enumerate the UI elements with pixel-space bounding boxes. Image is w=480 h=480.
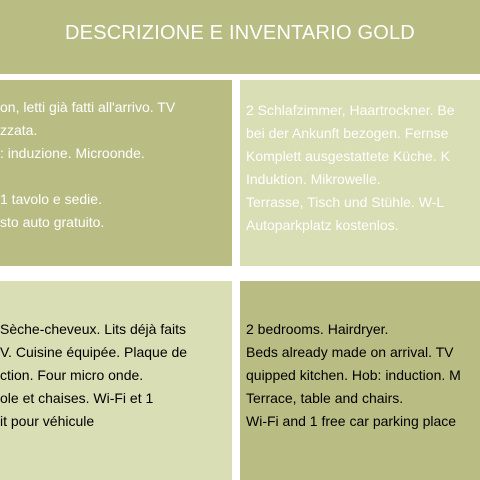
french-description-panel (0, 281, 232, 480)
french-line: Sèche-cheveux. Lits déjà faits (0, 321, 186, 337)
german-line: Autoparkplatz kostenlos. (246, 217, 399, 233)
italian-line: 1 tavolo e sedie. (0, 191, 102, 207)
german-line: Komplett ausgestattete Küche. K (246, 148, 450, 164)
italian-description-lines (0, 96, 175, 234)
german-line: Terrasse, Tisch und Stühle. W-L (246, 194, 445, 210)
german-line: Induktion. Mikrowelle. (246, 171, 381, 187)
header-banner (0, 0, 480, 74)
english-line: Wi-Fi and 1 free car parking place (246, 413, 457, 429)
english-description-lines (246, 318, 461, 433)
english-description-panel (240, 281, 480, 480)
french-line: ole et chaises. Wi-Fi et 1 (0, 390, 154, 406)
french-line: ction. Four micro onde. (0, 367, 144, 383)
german-description-lines (246, 99, 455, 237)
english-line: Beds already made on arrival. TV (246, 344, 454, 360)
italian-line: on, letti già fatti all'arrivo. TV (0, 99, 176, 115)
french-description-lines (0, 318, 187, 433)
italian-description-panel (0, 80, 232, 266)
german-line: 2 Schlafzimmer, Haartrockner. Be (246, 102, 455, 118)
italian-line (0, 165, 175, 188)
french-line: it pour véhicule (0, 413, 95, 429)
page-title: DESCRIZIONE E INVENTARIO GOLD (65, 22, 415, 44)
german-description-panel (240, 80, 480, 266)
italian-line: zzata. (0, 122, 38, 138)
english-line: Terrace, table and chairs. (246, 390, 404, 406)
italian-line: : induzione. Microonde. (0, 145, 145, 161)
italian-line: sto auto gratuito. (0, 214, 105, 230)
english-line: quipped kitchen. Hob: induction. M (246, 367, 461, 383)
english-line: 2 bedrooms. Hairdryer. (246, 321, 389, 337)
german-line: bei der Ankunft bezogen. Fernse (246, 125, 449, 141)
french-line: V. Cuisine équipée. Plaque de (0, 344, 188, 360)
